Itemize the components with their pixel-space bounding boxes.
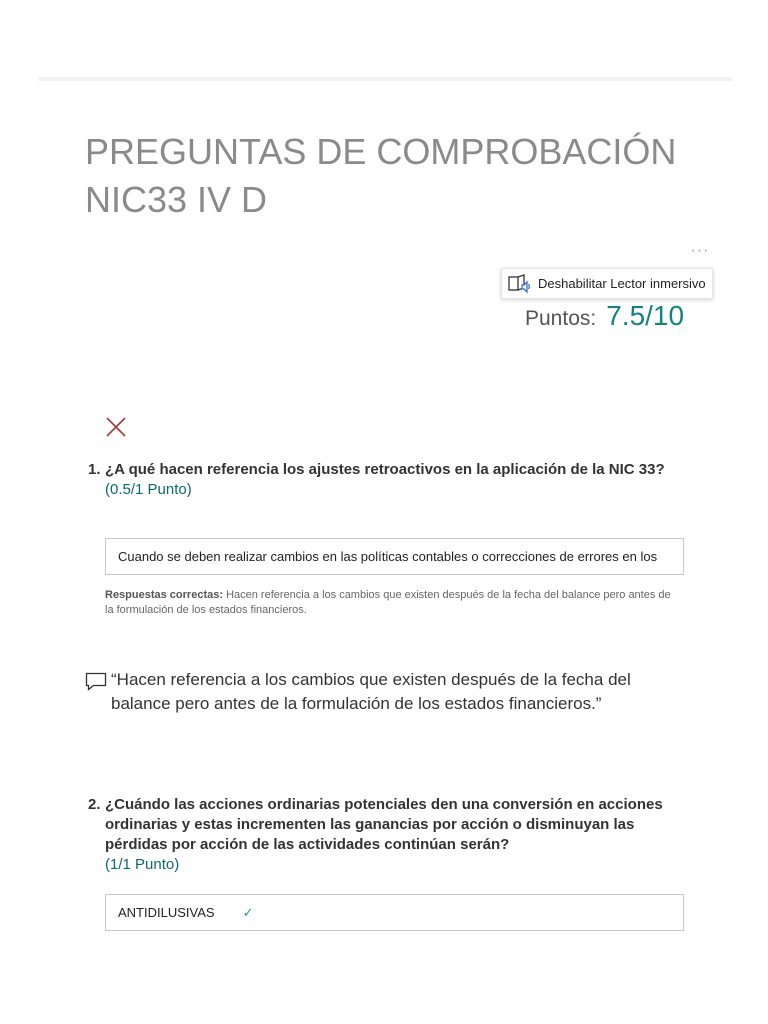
form-title: PREGUNTAS DE COMPROBACIÓN NIC33 IV D [85, 131, 677, 220]
incorrect-x-icon [105, 416, 127, 438]
top-divider [38, 77, 732, 81]
score-value: 7.5/10 [606, 300, 685, 331]
question-text: ¿Cuándo las acciones ordinarias potenciales den una conversión en acciones ordinarias y estas incrementen las ganancias por acción o disminuyan las pérdidas por acción de las actividades continúan serán? [105, 796, 663, 853]
question-text: ¿A qué hacen referencia los ajustes retroactivos en la aplicación de la NIC 33? [105, 461, 665, 478]
question-2 [88, 795, 683, 875]
question-points: (0.5/1 Punto) [105, 481, 192, 498]
immersive-reader-button[interactable] [501, 268, 713, 299]
check-icon: ✓ [242, 904, 254, 920]
correct-answers-label: Respuestas correctas: [105, 589, 224, 601]
immersive-reader-icon [508, 274, 532, 294]
more-options-button[interactable]: ··· [690, 242, 710, 259]
feedback-text: “Hacen referencia a los cambios que existen después de la fecha del balance pero antes de la formulación de los estados financieros.” [111, 670, 631, 713]
answer-text: ANTIDILUSIVAS [118, 905, 215, 920]
correct-answers-text: Hacen referencia a los cambios que existen después de la fecha del balance pero antes de la formulación de los estados financieros. [105, 589, 671, 616]
comment-icon [85, 672, 107, 692]
correct-answers [105, 588, 680, 618]
question-points: (1/1 Punto) [105, 856, 180, 873]
answer-field[interactable] [105, 894, 684, 931]
answer-text: Cuando se deben realizar cambios en las políticas contables o correcciones de errores en los [118, 549, 658, 564]
immersive-reader-label: Deshabilitar Lector inmersivo [538, 276, 706, 291]
question-number: 2. [88, 796, 101, 813]
question-number: 1. [88, 461, 101, 478]
question-1 [88, 460, 683, 500]
score-label: Puntos: [525, 307, 597, 330]
answer-field[interactable] [105, 538, 684, 575]
score [525, 300, 684, 332]
feedback [85, 668, 685, 716]
